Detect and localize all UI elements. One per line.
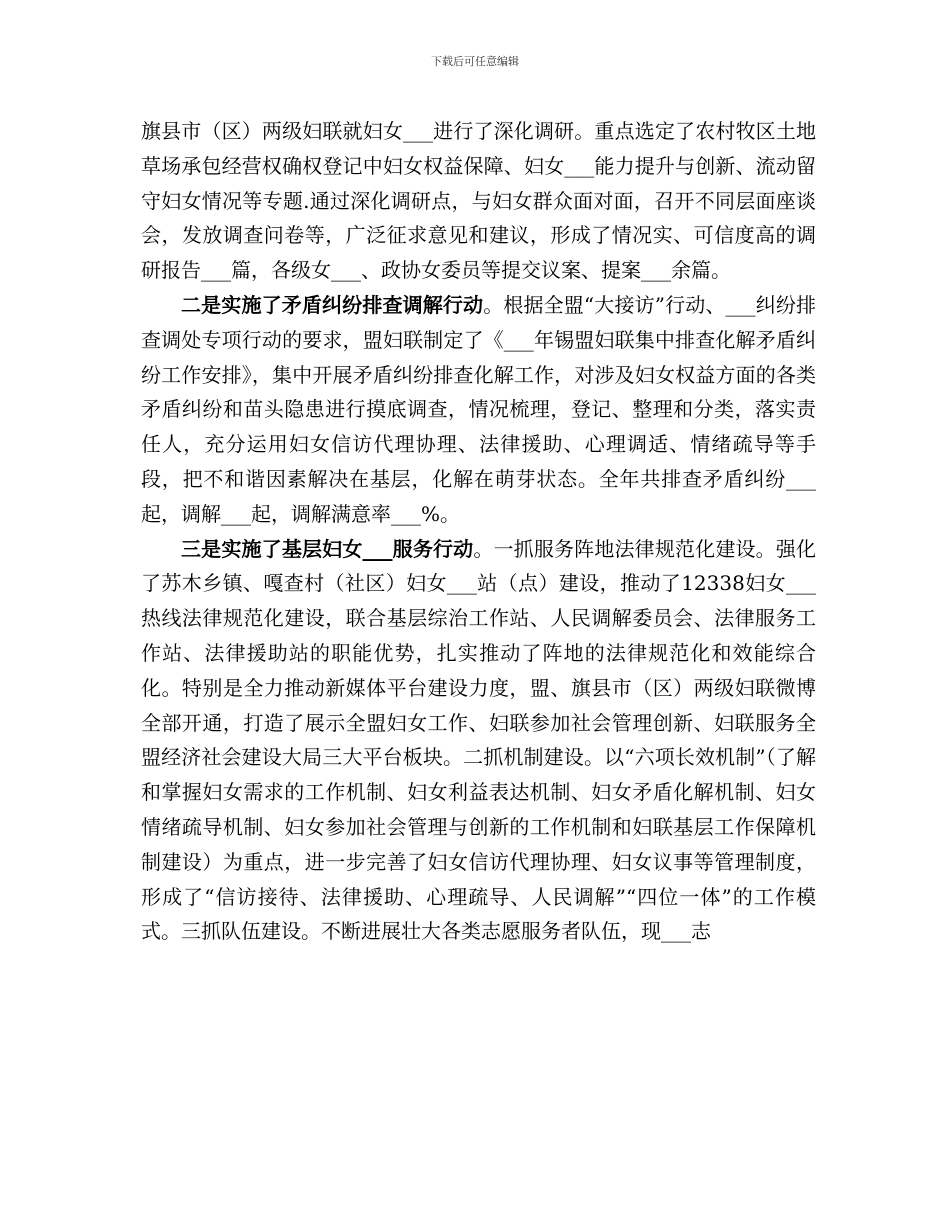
page-header: 下载后可任意编辑 [431, 55, 519, 68]
paragraph-1-text: 旗县市（区）两级妇联就妇女___进行了深化调研。重点选定了农村牧区土地草场承包经营权确权登记中妇女权益保障、妇女___能力提升与创新、流动留守妇女情况等专题.通过深化调研点，与妇女群众面对面，召开不同层面座谈会，发放调查问卷等，广泛征求意见和建议，形成了情况实、可信度高的调研报告___篇，各级女___、政协女委员等提交议案、提案___余篇。 [141, 119, 816, 283]
paragraph-3 [141, 532, 816, 950]
paragraph-3-heading: 三是实施了基层妇女___服务行动 [181, 536, 474, 561]
document-body [141, 114, 816, 949]
paragraph-2 [141, 288, 816, 532]
paragraph-3-text: 。一抓服务阵地法律规范化建设。强化了苏木乡镇、嘎查村（社区）妇女___站（点）建设，推动了12338妇女___热线法律规范化建设，联合基层综治工作站、人民调解委员会、法律服务工作站、法律援助站的职能优势，扎实推动了阵地的法律规范化和效能综合化。特别是全力推动新媒体平台建设力度，盟、旗县市（区）两级妇联微博全部开通，打造了展示全盟妇女工作、妇联参加社会管理创新、妇联服务全盟经济社会建设大局三大平台板块。二抓机制建设。以“六项长效机制”（了解和掌握妇女需求的工作机制、妇女利益表达机制、妇女矛盾化解机制、妇女情绪疏导机制、妇女参加社会管理与创新的工作机制和妇联基层工作保障机制建设）为重点，进一步完善了妇女信访代理协理、妇女议事等管理制度，形成了“信访接待、法律援助、心理疏导、人民调解”“四位一体”的工作模式。三抓队伍建设。不断进展壮大各类志愿服务者队伍，现___志 [141, 536, 817, 944]
paragraph-2-heading: 二是实施了矛盾纠纷排查调解行动 [181, 292, 484, 317]
paragraph-1 [141, 114, 816, 288]
paragraph-2-text: 。根据全盟“大接访”行动、___纠纷排查调处专项行动的要求，盟妇联制定了《___年锡盟妇联集中排查化解矛盾纠纷工作安排》，集中开展矛盾纠纷排查化解工作，对涉及妇女权益方面的各类矛盾纠纷和苗头隐患进行摸底调查，情况梳理，登记、整理和分类，落实责任人，充分运用妇女信访代理协理、法律援助、心理调适、情绪疏导等手段，把不和谐因素解决在基层，化解在萌芽状态。全年共排查矛盾纠纷___起，调解___起，调解满意率___%。 [141, 292, 816, 526]
